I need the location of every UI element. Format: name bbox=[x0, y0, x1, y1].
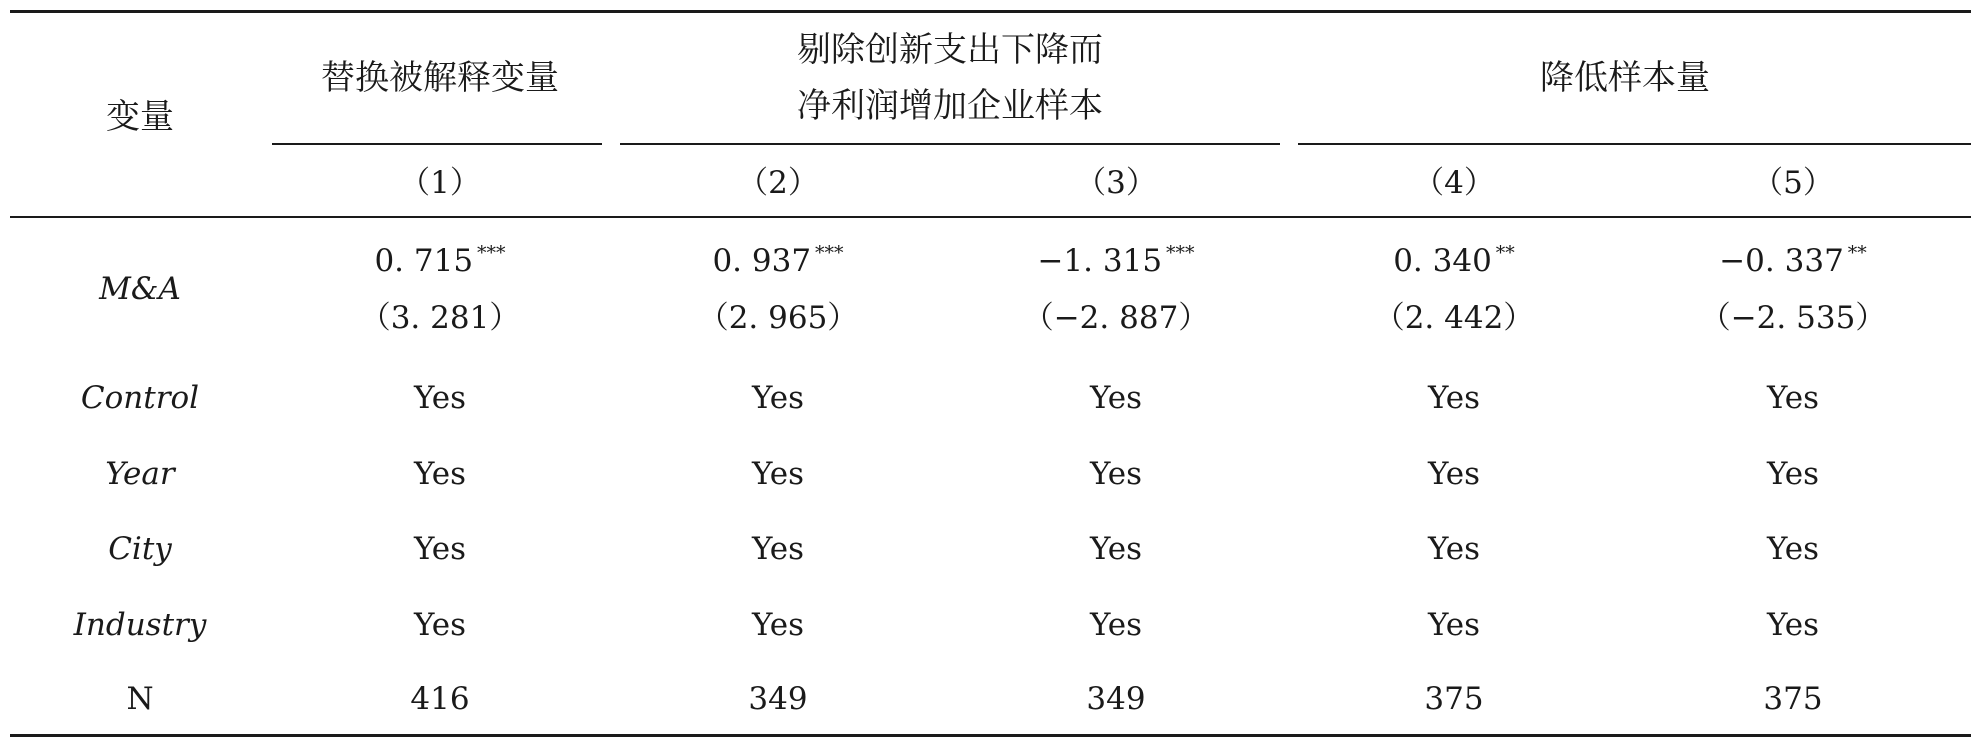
table-cell: Yes bbox=[1427, 456, 1481, 492]
table-cell: 349 bbox=[748, 681, 808, 717]
coef-value: −0. 337 bbox=[1719, 243, 1844, 279]
column-header: （1） bbox=[399, 165, 481, 201]
group3-underline bbox=[1298, 143, 1971, 145]
column-header: （4） bbox=[1413, 165, 1495, 201]
table-cell: Yes bbox=[1427, 531, 1481, 567]
column-header: （5） bbox=[1752, 165, 1834, 201]
table-cell: Yes bbox=[1089, 456, 1143, 492]
table-cell: 349 bbox=[1086, 681, 1146, 717]
significance-stars: ** bbox=[1495, 242, 1515, 264]
coef-cell bbox=[712, 241, 843, 285]
group2-header-line2: 净利润增加企业样本 bbox=[797, 86, 1103, 126]
significance-stars: *** bbox=[477, 242, 506, 264]
row-label-control: Control bbox=[80, 380, 200, 416]
coef-cell bbox=[1393, 241, 1515, 285]
table-cell: Yes bbox=[1766, 531, 1820, 567]
coef-value: 0. 937 bbox=[712, 243, 812, 279]
table-cell: Yes bbox=[413, 531, 467, 567]
table-cell: 375 bbox=[1763, 681, 1823, 717]
table-cell: Yes bbox=[751, 380, 805, 416]
header-bottom-rule bbox=[10, 216, 1971, 218]
table-cell: Yes bbox=[751, 456, 805, 492]
table-cell: 416 bbox=[410, 681, 470, 717]
table-cell: Yes bbox=[413, 607, 467, 643]
significance-stars: ** bbox=[1847, 242, 1867, 264]
table-cell: Yes bbox=[751, 531, 805, 567]
coef-value: −1. 315 bbox=[1037, 243, 1163, 279]
column-header: （2） bbox=[737, 165, 819, 201]
table-bottom-rule bbox=[10, 734, 1971, 737]
significance-stars: *** bbox=[1166, 242, 1195, 264]
table-cell: Yes bbox=[1089, 531, 1143, 567]
group2-underline bbox=[620, 143, 1280, 145]
group1-header: 替换被解释变量 bbox=[321, 58, 559, 98]
table-cell: Yes bbox=[413, 456, 467, 492]
t-stat-cell: （−2. 535） bbox=[1699, 300, 1887, 336]
table-cell: Yes bbox=[1089, 607, 1143, 643]
table-cell: Yes bbox=[1089, 380, 1143, 416]
table-cell: Yes bbox=[413, 380, 467, 416]
table-cell: Yes bbox=[1766, 456, 1820, 492]
row-label-n: N bbox=[126, 681, 154, 717]
variable-header: 变量 bbox=[106, 97, 174, 137]
row-label-ma: M&A bbox=[99, 271, 181, 307]
table-cell: Yes bbox=[1766, 607, 1820, 643]
t-stat-cell: （2. 442） bbox=[1373, 300, 1535, 336]
table-cell: Yes bbox=[1766, 380, 1820, 416]
table-cell: 375 bbox=[1424, 681, 1484, 717]
row-label-city: City bbox=[108, 531, 172, 567]
row-label-industry: Industry bbox=[73, 607, 207, 643]
coef-value: 0. 715 bbox=[374, 243, 474, 279]
coef-cell bbox=[1719, 241, 1867, 285]
significance-stars: *** bbox=[815, 242, 844, 264]
coef-value: 0. 340 bbox=[1393, 243, 1492, 279]
column-header: （3） bbox=[1075, 165, 1157, 201]
group2-header-line1: 剔除创新支出下降而 bbox=[797, 30, 1103, 70]
t-stat-cell: （2. 965） bbox=[697, 300, 859, 336]
group3-header: 降低样本量 bbox=[1540, 58, 1710, 98]
table-cell: Yes bbox=[1427, 607, 1481, 643]
coef-cell bbox=[1037, 241, 1194, 285]
coef-cell bbox=[374, 241, 505, 285]
t-stat-cell: （−2. 887） bbox=[1022, 300, 1210, 336]
table-cell: Yes bbox=[751, 607, 805, 643]
table-top-rule bbox=[10, 10, 1971, 13]
t-stat-cell: （3. 281） bbox=[359, 300, 521, 336]
table-cell: Yes bbox=[1427, 380, 1481, 416]
row-label-year: Year bbox=[105, 456, 175, 492]
group1-underline bbox=[272, 143, 602, 145]
